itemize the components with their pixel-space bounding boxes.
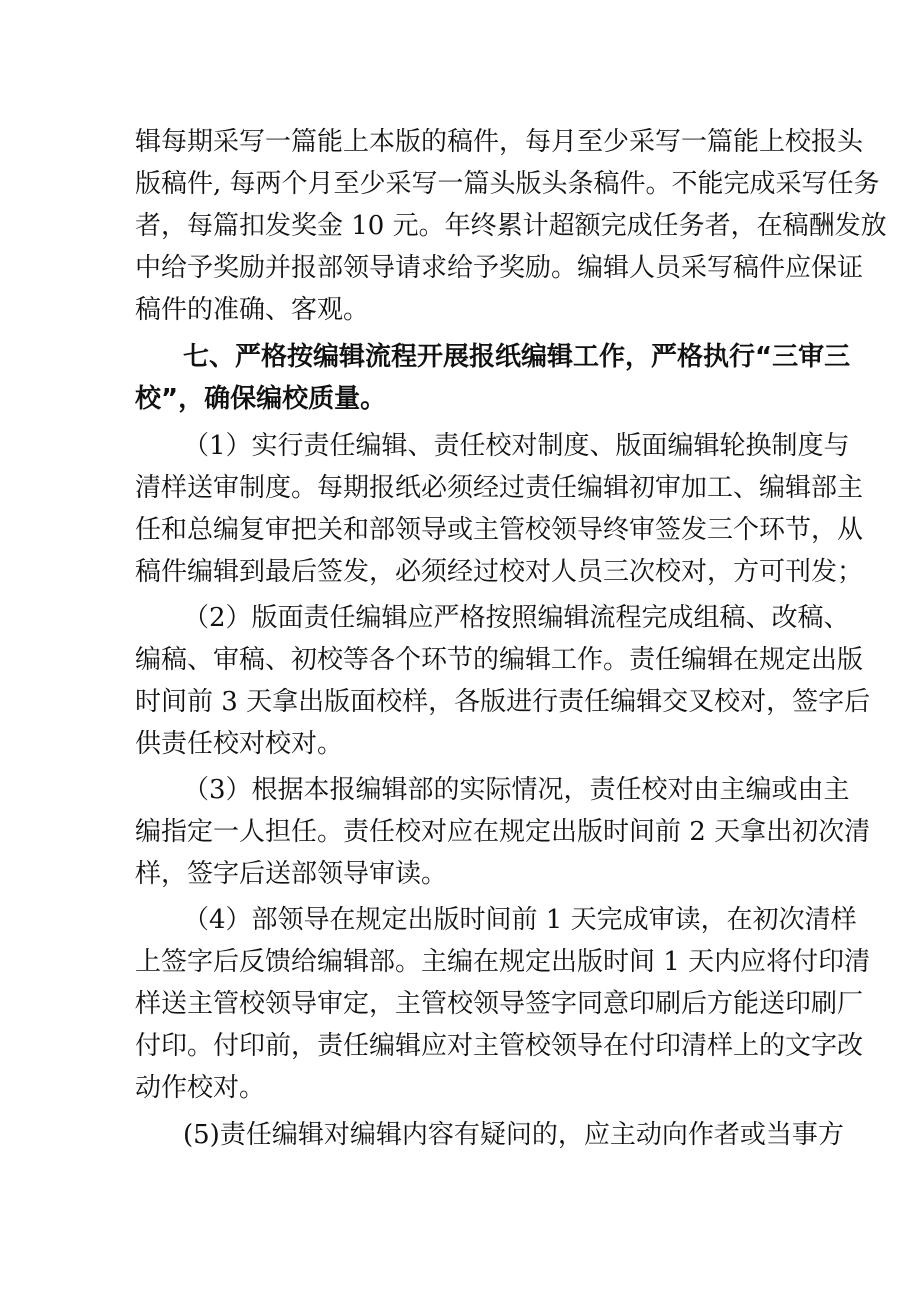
text-line: 中给予奖励并报部领导请求给予奖励。编辑人员采写稿件应保证 — [135, 253, 864, 283]
text-line: 版稿件, 每两个月至少采写一篇头版头条稿件。不能完成采写任务 — [135, 169, 880, 199]
list-item-line: 付印。付印前，责任编辑应对主管校领导在付印清样上的文字改 — [135, 1031, 864, 1061]
text-line: 辑每期采写一篇能上本版的稿件，每月至少采写一篇能上校报头 — [135, 127, 864, 157]
list-item-line: 动作校对。 — [135, 1073, 266, 1103]
text-line: 者，每篇扣发奖金 10 元。年终累计超额完成任务者，在稿酬发放 — [135, 211, 887, 241]
list-item-line: （4）部领导在规定出版时间前 1 天完成审读，在初次清样 — [183, 905, 857, 935]
list-item-line: 样，签字后送部领导审读。 — [135, 859, 448, 889]
list-item-line: 上签字后反馈给编辑部。主编在规定出版时间 1 天内应将付印清 — [135, 947, 871, 977]
list-item-line: (5)责任编辑对编辑内容有疑问的，应主动向作者或当事方 — [183, 1120, 844, 1150]
list-item-line: 编指定一人担任。责任校对应在规定出版时间前 2 天拿出初次清 — [135, 817, 871, 847]
list-item-line: 样送主管校领导审定，主管校领导签字同意印刷后方能送印刷厂 — [135, 989, 864, 1019]
text-line: 稿件的准确、客观。 — [135, 295, 370, 325]
list-item-line: （2）版面责任编辑应严格按照编辑流程完成组稿、改稿、 — [183, 603, 850, 633]
list-item-line: （1）实行责任编辑、责任校对制度、版面编辑轮换制度与 — [183, 431, 850, 461]
list-item-line: （3）根据本报编辑部的实际情况，责任校对由主编或由主 — [183, 775, 850, 805]
section-heading: 七、严格按编辑流程开展报纸编辑工作，严格执行“三审三 — [183, 342, 851, 372]
list-item-line: 稿件编辑到最后签发，必须经过校对人员三次校对，方可刊发； — [135, 557, 864, 587]
list-item-line: 清样送审制度。每期报纸必须经过责任编辑初审加工、编辑部主 — [135, 473, 864, 503]
list-item-line: 任和总编复审把关和部领导或主管校领导终审签发三个环节，从 — [135, 515, 864, 545]
list-item-line: 供责任校对校对。 — [135, 729, 344, 759]
section-heading: 校”，确保编校质量。 — [135, 384, 387, 414]
list-item-line: 编稿、审稿、初校等各个环节的编辑工作。责任编辑在规定出版 — [135, 645, 864, 675]
list-item-line: 时间前 3 天拿出版面校样，各版进行责任编辑交叉校对，签字后 — [135, 687, 871, 717]
